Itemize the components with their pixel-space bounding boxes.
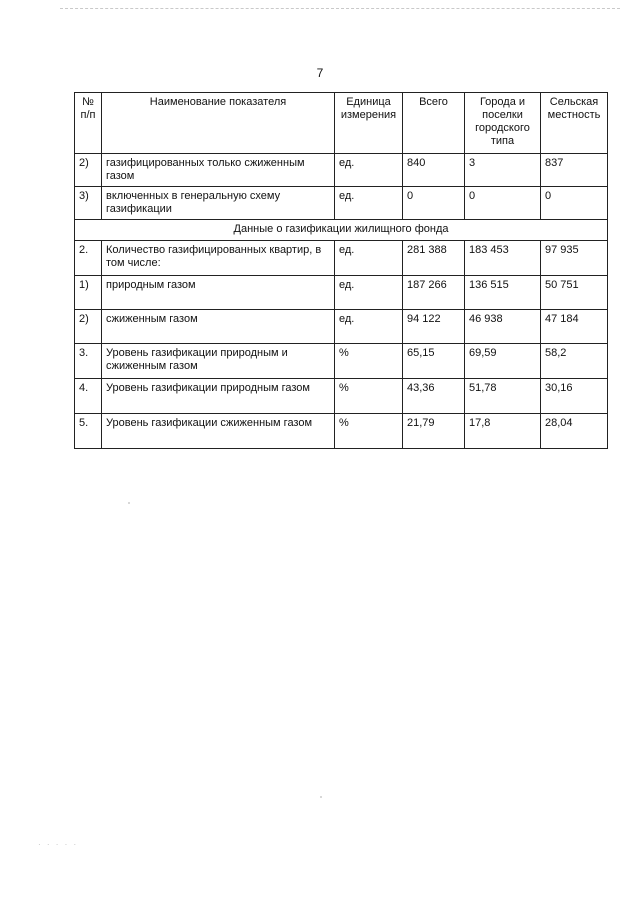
scan-speck <box>320 796 322 798</box>
table-row <box>75 241 608 276</box>
cell-unit: ед. <box>335 241 403 276</box>
cell-total: 187 266 <box>403 276 465 310</box>
cell-name: Уровень газификации природным газом <box>102 379 335 414</box>
cell-total: 840 <box>403 154 465 187</box>
cell-num: 5. <box>75 414 102 449</box>
scan-artifact: · · · · · <box>38 840 79 849</box>
cell-rural: 0 <box>541 187 608 220</box>
cell-unit: ед. <box>335 276 403 310</box>
cell-rural: 47 184 <box>541 310 608 344</box>
page-number: 7 <box>316 66 324 80</box>
cell-urban: 183 453 <box>465 241 541 276</box>
cell-num: 2) <box>75 310 102 344</box>
table-row <box>75 344 608 379</box>
table-row <box>75 414 608 449</box>
gasification-table <box>74 92 608 449</box>
cell-unit: ед. <box>335 187 403 220</box>
header-rural: Сельская местность <box>541 93 608 154</box>
cell-total: 65,15 <box>403 344 465 379</box>
cell-num: 2) <box>75 154 102 187</box>
cell-urban: 0 <box>465 187 541 220</box>
cell-name: газифицированных только сжиженным газом <box>102 154 335 187</box>
cell-num: 2. <box>75 241 102 276</box>
cell-rural: 50 751 <box>541 276 608 310</box>
section-title: Данные о газификации жилищного фонда <box>75 220 608 241</box>
cell-total: 0 <box>403 187 465 220</box>
scan-top-edge <box>60 8 620 9</box>
table-row <box>75 187 608 220</box>
cell-name: сжиженным газом <box>102 310 335 344</box>
cell-name: Уровень газификации природным и сжиженным газом <box>102 344 335 379</box>
cell-unit: % <box>335 379 403 414</box>
cell-num: 3) <box>75 187 102 220</box>
table-row <box>75 310 608 344</box>
table-header-row <box>75 93 608 154</box>
cell-rural: 58,2 <box>541 344 608 379</box>
cell-urban: 136 515 <box>465 276 541 310</box>
cell-total: 94 122 <box>403 310 465 344</box>
cell-urban: 3 <box>465 154 541 187</box>
cell-rural: 28,04 <box>541 414 608 449</box>
cell-unit: ед. <box>335 310 403 344</box>
cell-urban: 17,8 <box>465 414 541 449</box>
table-row <box>75 379 608 414</box>
table-row <box>75 276 608 310</box>
header-num: № п/п <box>75 93 102 154</box>
cell-num: 1) <box>75 276 102 310</box>
cell-rural: 97 935 <box>541 241 608 276</box>
cell-name: природным газом <box>102 276 335 310</box>
cell-unit: % <box>335 414 403 449</box>
cell-num: 3. <box>75 344 102 379</box>
header-urban: Города и поселки городского типа <box>465 93 541 154</box>
cell-name: Количество газифицированных квартир, в том числе: <box>102 241 335 276</box>
cell-name: включенных в генеральную схему газификации <box>102 187 335 220</box>
table-row <box>75 154 608 187</box>
cell-total: 281 388 <box>403 241 465 276</box>
scan-speck <box>128 502 130 504</box>
cell-total: 43,36 <box>403 379 465 414</box>
cell-num: 4. <box>75 379 102 414</box>
section-row <box>75 220 608 241</box>
cell-urban: 51,78 <box>465 379 541 414</box>
cell-total: 21,79 <box>403 414 465 449</box>
cell-rural: 30,16 <box>541 379 608 414</box>
cell-rural: 837 <box>541 154 608 187</box>
cell-unit: ед. <box>335 154 403 187</box>
header-name: Наименование показателя <box>102 93 335 154</box>
header-total: Всего <box>403 93 465 154</box>
header-unit: Единица измерения <box>335 93 403 154</box>
cell-urban: 46 938 <box>465 310 541 344</box>
cell-urban: 69,59 <box>465 344 541 379</box>
cell-name: Уровень газификации сжиженным газом <box>102 414 335 449</box>
cell-unit: % <box>335 344 403 379</box>
